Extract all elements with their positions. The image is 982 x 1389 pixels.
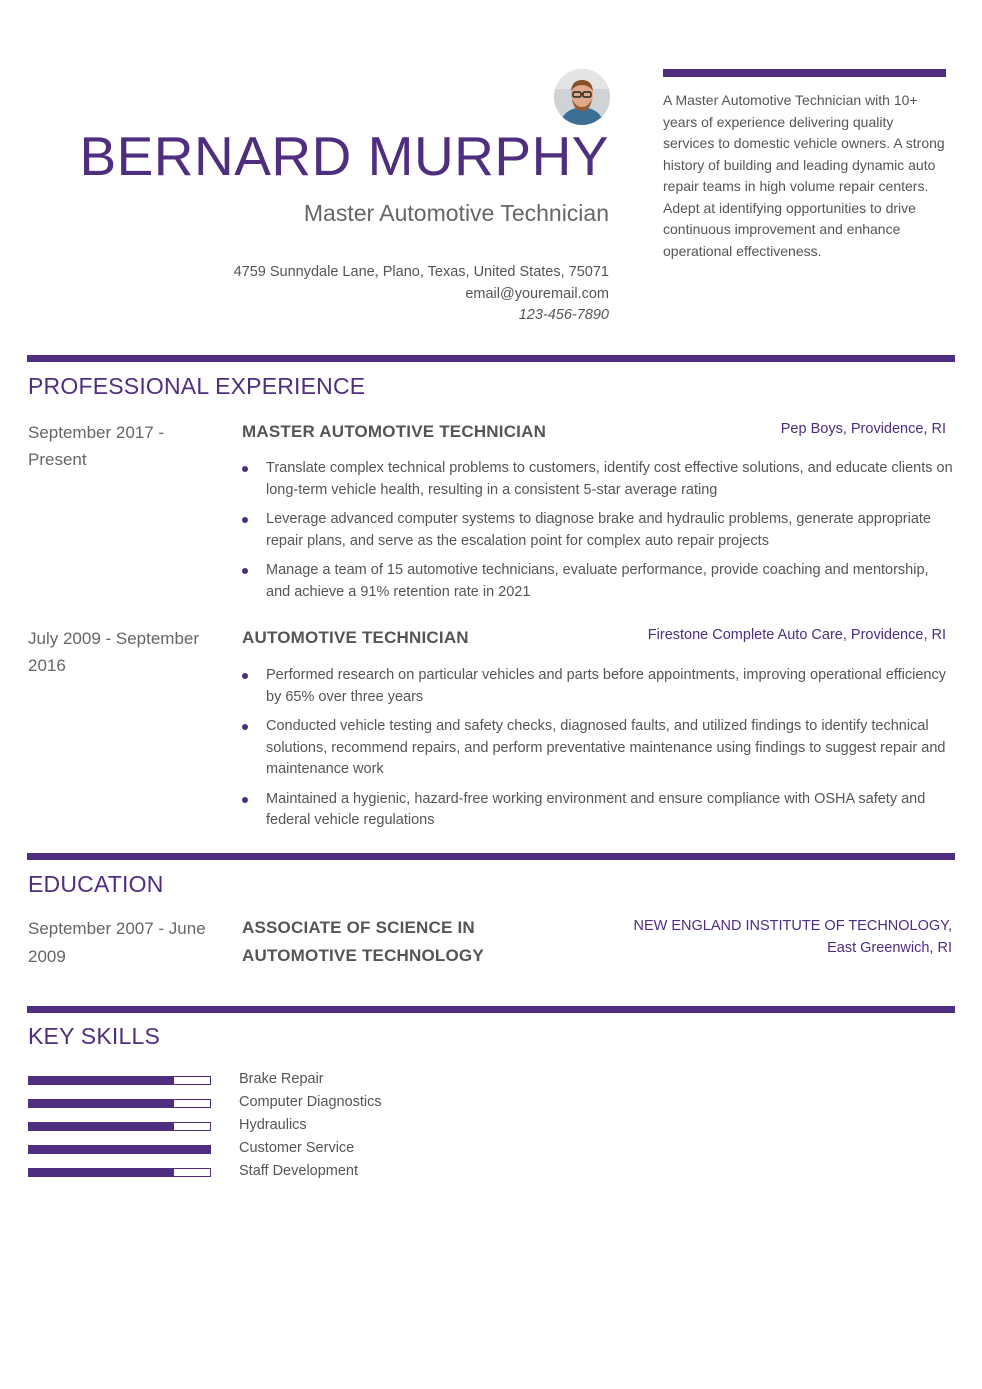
skill-label: Hydraulics	[239, 1117, 307, 1133]
skill-fill	[29, 1077, 174, 1084]
skill-label: Customer Service	[239, 1140, 355, 1156]
bullet-item: Maintained a hygienic, hazard-free working environment and ensure compliance with OSHA safety and federal vehicle regulations	[242, 789, 954, 832]
job-dates: September 2017 - Present	[28, 423, 165, 469]
skills-heading: KEY SKILLS	[28, 1023, 160, 1049]
bullet-item: Translate complex technical problems to customers, identify cost effective solutions, and educate clients on long-term vehicle health, resulting in a consistent 5-star average rating	[242, 458, 954, 501]
skill-label: Brake Repair	[239, 1071, 324, 1087]
skill-meter	[28, 1168, 211, 1177]
job-company: Pep Boys, Providence, RI	[780, 421, 946, 437]
candidate-name: BERNARD MURPHY	[79, 125, 609, 187]
skill-fill	[29, 1123, 174, 1130]
skill-label: Computer Diagnostics	[239, 1094, 382, 1110]
job-role: MASTER AUTOMOTIVE TECHNICIAN	[242, 422, 547, 441]
skill-label: Staff Development	[239, 1163, 359, 1179]
education-degree: ASSOCIATE OF SCIENCE IN AUTOMOTIVE TECHNOLOGY	[242, 918, 484, 965]
skill-meter	[28, 1145, 211, 1154]
address: 4759 Sunnydale Lane, Plano, Texas, United States, 75071	[233, 264, 609, 280]
skills-divider	[27, 1006, 955, 1013]
summary-divider	[663, 69, 946, 77]
bullet-item: Leverage advanced computer systems to diagnose brake and hydraulic problems, generate appropriate repair plans, and serve as the escalation point for complex auto repair projects	[242, 509, 954, 552]
experience-divider	[27, 355, 955, 362]
skill-meter	[28, 1099, 211, 1108]
job-bullets	[242, 665, 954, 840]
skill-fill	[29, 1169, 174, 1176]
phone[interactable]: 123-456-7890	[518, 307, 609, 323]
job-title: Master Automotive Technician	[303, 200, 609, 226]
summary-text: A Master Automotive Technician with 10+ years of experience delivering quality services to domestic vehicle owners. A strong history of building and leading dynamic auto repair teams in high volume repair centers. Adept at identifying opportunities to drive continuous improvement and enhance operational effectiveness.	[663, 92, 945, 259]
bullet-item: Performed research on particular vehicles and parts before appointments, improving operational efficiency by 65% over three years	[242, 665, 954, 708]
education-heading: EDUCATION	[28, 871, 164, 897]
job-role: AUTOMOTIVE TECHNICIAN	[242, 628, 469, 647]
education-dates: September 2007 - June 2009	[28, 919, 206, 966]
skill-meter	[28, 1076, 211, 1085]
education-school: NEW ENGLAND INSTITUTE OF TECHNOLOGY, East Greenwich, RI	[633, 918, 952, 956]
bullet-item: Conducted vehicle testing and safety checks, diagnosed faults, and utilized findings to identify technical solutions, recommend repairs, and perform preventative maintenance using findings to suggest repair and maintenance work	[242, 716, 954, 781]
skill-fill	[29, 1100, 174, 1107]
job-company: Firestone Complete Auto Care, Providence, RI	[647, 627, 946, 643]
education-divider	[27, 853, 955, 860]
email[interactable]: email@youremail.com	[465, 285, 609, 302]
skill-fill	[29, 1146, 210, 1153]
bullet-item: Manage a team of 15 automotive technicians, evaluate performance, provide coaching and mentorship, and achieve a 91% retention rate in 2021	[242, 560, 954, 603]
profile-photo	[554, 69, 610, 125]
job-dates: July 2009 - September 2016	[28, 629, 200, 675]
job-bullets	[242, 458, 954, 611]
skill-meter	[28, 1122, 211, 1131]
experience-heading: PROFESSIONAL EXPERIENCE	[28, 373, 366, 399]
contact-block	[234, 262, 609, 327]
